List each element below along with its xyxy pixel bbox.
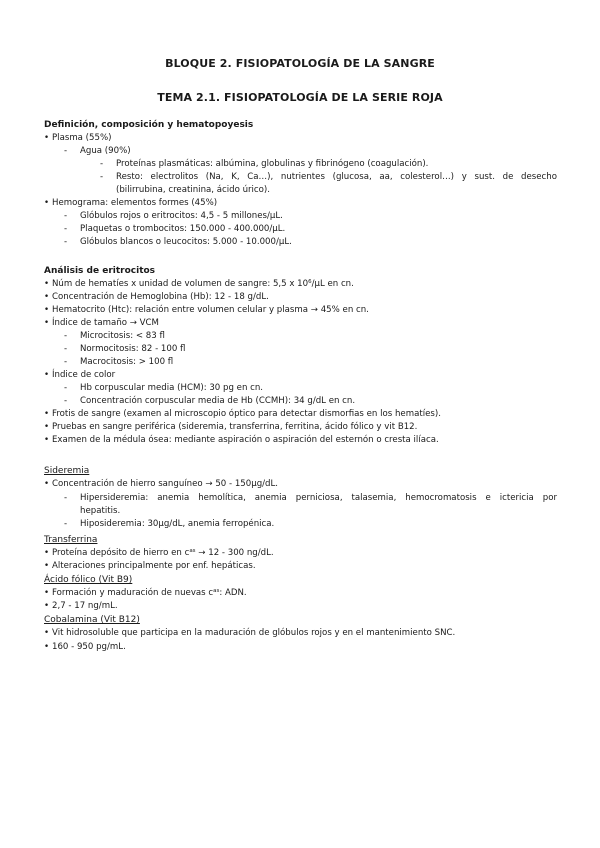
list-item: Macrocitosis: > 100 fl [80,357,174,367]
list-item: Agua (90%) [80,146,131,156]
list-item: • Índice de color [44,370,116,380]
dash-marker: - [64,146,68,156]
topic-title: TEMA 2.1. FISIOPATOLOGÍA DE LA SERIE ROJA [157,91,443,104]
list-item: Proteínas plasmáticas: albúmina, globulinas y fibrinógeno (coagulación). [116,159,429,169]
list-item: • Examen de la médula ósea: mediante aspiración o aspiración del esternón o cresta ilíaca. [44,435,439,445]
dash-marker: - [64,493,68,503]
list-item-continuation: (bilirrubina, creatinina, ácido úrico). [116,185,270,195]
list-item: • Pruebas en sangre periférica (sideremia, transferrina, ferritina, ácido fólico y vit B12. [44,422,418,432]
list-item: • Concentración de Hemoglobina (Hb): 12 - 18 g/dL. [44,292,269,302]
list-item: • Proteína depósito de hierro en $c^{as} \to 12 - 300$ ng/dL. [44,548,274,558]
list-item: • 160 - 950 pg/mL. [44,642,126,652]
list-item: • Índice de tamaño → VCM [44,318,159,328]
list-item: Resto: electrolitos (Na, K, Ca…), nutrientes (glucosa, aa, colesterol…) y sust. de desecho [116,172,557,182]
section-heading-analisis: Análisis de eritrocitos [44,266,156,276]
list-item: Glóbulos blancos o leucocitos: 5.000 - 10.000/μL. [80,237,292,247]
dash-marker: - [100,172,104,182]
dash-marker: - [64,211,68,221]
dash-marker: - [64,237,68,247]
list-item: • Alteraciones principalmente por enf. hepáticas. [44,561,256,571]
section-heading-transferrina: Transferrina [44,535,98,545]
section-heading-acido-folico: Ácido fólico (Vit B9) [44,575,133,585]
dash-marker: - [64,331,68,341]
list-item: • 2,7 - 17 ng/mL. [44,601,118,611]
dash-marker: - [64,344,68,354]
list-item: Hipersideremia: anemia hemolítica, anemia perniciosa, talasemia, hemocromatosis e ictericia por [80,493,557,503]
dash-marker: - [64,383,68,393]
dash-marker: - [64,224,68,234]
list-item: Glóbulos rojos o eritrocitos: 4,5 - 5 millones/μL. [80,211,283,221]
block-title: BLOQUE 2. FISIOPATOLOGÍA DE LA SANGRE [165,57,435,70]
list-item: • Frotis de sangre (examen al microscopio óptico para detectar dismorfias en los hematíes). [44,409,441,419]
list-item: • Formación y maduración de nuevas $c^{as}$: ADN. [44,588,247,598]
list-item: Normocitosis: 82 - 100 fl [80,344,186,354]
dash-marker: - [64,519,68,529]
list-item: • Núm de hematíes x unidad de volumen de sangre: 5,5 x $10^6/\mu L$ en cn. [44,279,354,289]
list-item: • Hemograma: elementos formes (45%) [44,198,218,208]
dash-marker: - [64,357,68,367]
section-heading-definicion: Definición, composición y hematopoyesis [44,120,254,130]
dash-marker: - [100,159,104,169]
section-heading-cobalamina: Cobalamina (Vit B12) [44,615,140,625]
list-item: Concentración corpuscular media de Hb (CCMH): 34 g/dL en cn. [80,396,356,406]
list-item: • Concentración de hierro sanguíneo → 50 - 150μg/dL. [44,479,279,489]
list-item: Hiposideremia: 30μg/dL, anemia ferropénica. [80,519,275,529]
list-item: • Vit hidrosoluble que participa en la maduración de glóbulos rojos y en el mantenimiento SNC. [44,628,456,638]
list-item: Plaquetas o trombocitos: 150.000 - 400.000/μL. [80,224,286,234]
dash-marker: - [64,396,68,406]
list-item: • Hematocrito (Htc): relación entre volumen celular y plasma → 45% en cn. [44,305,369,315]
list-item: Microcitosis: < 83 fl [80,331,165,341]
list-item: Hb corpuscular media (HCM): 30 pg en cn. [80,383,264,393]
section-heading-sideremia: Sideremia [44,466,90,476]
list-item-continuation: hepatitis. [80,506,121,516]
list-item: • Plasma (55%) [44,133,112,143]
